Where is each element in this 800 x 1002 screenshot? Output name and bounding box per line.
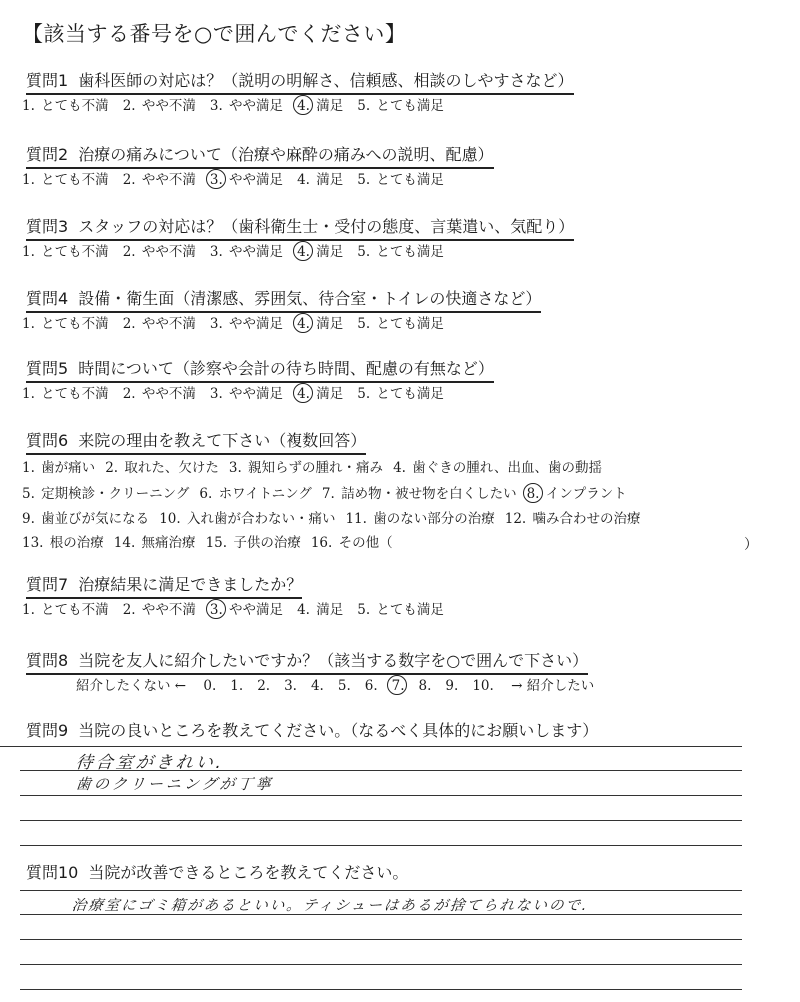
option-number: 2. [122, 98, 136, 114]
question-7-number: 質問7 [26, 575, 69, 594]
referral-scale [70, 677, 600, 695]
option-number: 5. [357, 316, 371, 332]
question-1-option-5[interactable] [357, 97, 444, 115]
option-number: 1. [22, 172, 35, 188]
question-5-option-3[interactable] [210, 385, 283, 403]
question-1-options [22, 97, 458, 115]
option-label: とても不満 [36, 386, 109, 402]
question-5-option-5[interactable] [357, 385, 444, 403]
option-label: 根の治療 [45, 535, 104, 551]
option-number: 4. [297, 244, 310, 260]
option-number: 3. [228, 460, 242, 476]
option-label: とても満足 [372, 316, 444, 332]
option-number: 3. [209, 172, 223, 188]
answer-line [0, 746, 742, 747]
option-number: 1. [22, 386, 35, 402]
question-7-text: 治療結果に満足できましたか？ [78, 575, 303, 594]
option-label: やや不満 [137, 98, 196, 114]
option-number: 5. [357, 244, 371, 260]
option-label: とても満足 [372, 244, 444, 260]
answer-line [20, 820, 742, 821]
question-6-option-16[interactable] [311, 534, 393, 552]
option-label: とても不満 [36, 98, 109, 114]
scale-point-7[interactable]: 7. [391, 678, 405, 694]
option-number: 1. [22, 98, 35, 114]
scale-point-9[interactable]: 9. [445, 678, 459, 694]
question-7-option-3[interactable] [210, 601, 283, 619]
option-label: やや満足 [224, 172, 284, 188]
question-8-number: 質問8 [26, 651, 69, 670]
option-label: その他（ [334, 535, 393, 551]
question-4-number: 質問4 [26, 289, 69, 308]
scale-point-2[interactable]: 2. [257, 678, 271, 694]
option-label: 歯ぐきの腫れ、出血、歯の動揺 [407, 460, 603, 476]
question-6-number: 質問6 [26, 431, 69, 450]
scale-point-1[interactable]: 1. [230, 678, 244, 694]
option-label: 満足 [311, 98, 344, 114]
question-3-option-3[interactable] [210, 243, 283, 261]
option-label: やや不満 [137, 172, 196, 188]
question-8-title [26, 650, 588, 675]
scale-points [196, 678, 500, 694]
option-number: 4. [297, 98, 310, 114]
option-number: 1. [22, 316, 35, 332]
question-9-title [26, 720, 598, 743]
answer-line [20, 989, 742, 990]
option-label: やや不満 [137, 386, 196, 402]
option-label: とても不満 [36, 316, 109, 332]
question-1-number: 質問1 [26, 71, 69, 90]
option-label: 歯のない部分の治療 [368, 511, 495, 527]
option-number: 2. [122, 316, 136, 332]
question-2-title [26, 144, 494, 169]
scale-left-label: 紹介したくない ← [76, 678, 187, 694]
question-6-option-14[interactable] [114, 534, 196, 552]
option-label: とても不満 [36, 602, 109, 618]
option-number: 11. [345, 511, 367, 527]
option-label: とても満足 [372, 602, 444, 618]
question-7-option-1[interactable] [22, 601, 109, 619]
form-heading: 【該当する番号を○で囲んでください】 [22, 22, 407, 46]
question-5-title [26, 358, 494, 383]
scale-point-4[interactable]: 4. [310, 678, 324, 694]
question-10-text: 当院が改善できるところを教えてください。 [88, 863, 409, 882]
option-number: 5. [357, 98, 371, 114]
question-3-option-5[interactable] [357, 243, 444, 261]
scale-point-0[interactable]: 0. [203, 678, 217, 694]
option-number: 5. [357, 172, 371, 188]
option-number: 2. [122, 244, 136, 260]
option-number: 4. [297, 316, 310, 332]
option-label: 満足 [311, 602, 344, 618]
question-7-option-4[interactable] [297, 601, 343, 619]
answer-line [20, 939, 742, 940]
scale-point-10[interactable]: 10. [472, 678, 494, 694]
question-2-options [22, 171, 458, 189]
question-6-option-7[interactable] [322, 485, 517, 503]
option-label: 詰め物・被せ物を白くしたい [336, 486, 517, 502]
option-number: 5. [357, 386, 371, 402]
option-label: とても満足 [372, 172, 444, 188]
option-label: とても不満 [36, 244, 109, 260]
option-label: 満足 [311, 316, 344, 332]
question-7-option-2[interactable] [123, 601, 196, 619]
question-2-option-2[interactable] [123, 171, 196, 189]
option-number: 4. [297, 386, 310, 402]
option-label: とても不満 [36, 172, 109, 188]
question-4-option-3[interactable] [210, 315, 283, 333]
question-6-option-row [22, 534, 403, 552]
option-number: 2. [122, 602, 136, 618]
question-4-option-1[interactable] [22, 315, 109, 333]
question-5-option-1[interactable] [22, 385, 109, 403]
question-6-option-row [22, 485, 637, 503]
option-label: 親知らずの腫れ・痛み [243, 460, 384, 476]
option-label: とても満足 [372, 386, 444, 402]
scale-point-5[interactable]: 5. [337, 678, 351, 694]
question-5-option-4[interactable] [297, 385, 343, 403]
question-6-option-1[interactable] [22, 459, 95, 477]
question-9-text: 当院の良いところを教えてください。（なるべく具体的にお願いします） [78, 721, 599, 740]
question-10-title [26, 862, 408, 885]
option-label: 子供の治療 [229, 535, 301, 551]
question-6-option-8[interactable] [527, 485, 627, 503]
question-2-option-3[interactable] [210, 171, 283, 189]
question-2-option-5[interactable] [357, 171, 444, 189]
option-number: 3. [209, 386, 223, 402]
question-3-options [22, 243, 458, 261]
option-number: 7. [321, 486, 335, 502]
option-label: ホワイトニング [214, 486, 312, 502]
option-label: インプラント [541, 486, 627, 502]
scale-point-8[interactable]: 8. [418, 678, 432, 694]
option-label: 満足 [311, 172, 344, 188]
option-number: 16. [310, 535, 333, 551]
question-1-option-1[interactable] [22, 97, 109, 115]
option-label: 定期検診・クリーニング [36, 486, 190, 502]
question-3-option-2[interactable] [123, 243, 196, 261]
question-6-option-10[interactable] [159, 510, 335, 528]
answer-line [20, 890, 742, 891]
question-5-option-2[interactable] [123, 385, 196, 403]
option-number: 4. [297, 602, 310, 618]
option-number: 1. [22, 244, 35, 260]
option-number: 4. [393, 460, 406, 476]
option-number: 15. [205, 535, 228, 551]
question-3-text: スタッフの対応は？（歯科衛生士・受付の態度、言葉遣い、気配り） [78, 217, 575, 236]
option-label: 満足 [311, 244, 344, 260]
question-6-option-11[interactable] [345, 510, 494, 528]
option-label: やや不満 [137, 316, 196, 332]
question-2-option-4[interactable] [297, 171, 343, 189]
option-label: 入れ歯が合わない・痛い [182, 511, 336, 527]
option-number: 12. [504, 511, 527, 527]
option-number: 13. [22, 535, 44, 551]
option-label: やや満足 [224, 602, 284, 618]
scale-point-3[interactable]: 3. [284, 678, 297, 694]
option-number: 1. [22, 602, 35, 618]
option-label: 噛み合わせの治療 [528, 511, 641, 527]
question-3-number: 質問3 [26, 217, 69, 236]
question-6-option-row [22, 510, 651, 528]
question-6-option-9[interactable] [22, 510, 149, 528]
option-number: 2. [122, 386, 136, 402]
option-number: 5. [357, 602, 371, 618]
question-6-option-12[interactable] [505, 510, 641, 528]
handwritten-answer: 歯のクリーニングが丁寧 [75, 775, 275, 793]
handwritten-answer: 待合室がきれい. [74, 753, 226, 773]
option-number: 8. [526, 486, 540, 502]
question-1-option-2[interactable] [123, 97, 196, 115]
option-number: 3. [209, 98, 223, 114]
question-4-option-5[interactable] [357, 315, 444, 333]
question-8-text: 当院を友人に紹介したいですか？（該当する数字を○で囲んで下さい） [78, 651, 589, 670]
option-label: やや不満 [137, 602, 196, 618]
option-number: 5. [22, 486, 35, 502]
question-3-option-1[interactable] [22, 243, 109, 261]
question-4-options [22, 315, 458, 333]
question-4-option-2[interactable] [123, 315, 196, 333]
question-9-number: 質問9 [26, 721, 69, 740]
question-6-option-4[interactable] [393, 459, 602, 477]
question-2-option-1[interactable] [22, 171, 109, 189]
option-number: 2. [122, 172, 136, 188]
question-2-number: 質問2 [26, 145, 69, 164]
option-number: 1. [22, 460, 35, 476]
question-6-option-6[interactable] [199, 485, 311, 503]
option-number: 14. [113, 535, 136, 551]
question-4-text: 設備・衛生面（清潔感、雰囲気、待合室・トイレの快適さなど） [78, 289, 542, 308]
question-7-title [26, 574, 302, 599]
question-2-text: 治療の痛みについて（治療や麻酔の痛みへの説明、配慮） [78, 145, 494, 164]
option-label: やや不満 [137, 244, 196, 260]
question-10-number: 質問10 [26, 863, 79, 882]
answer-line [20, 845, 742, 846]
scale-right-label: → 紹介したい [511, 678, 595, 694]
question-1-option-3[interactable] [210, 97, 283, 115]
question-6-title [26, 430, 366, 455]
option-label: やや満足 [224, 316, 284, 332]
option-number: 3. [209, 602, 223, 618]
question-7-option-5[interactable] [357, 601, 444, 619]
question-4-option-4[interactable] [297, 315, 343, 333]
scale-point-6[interactable]: 6. [364, 678, 378, 694]
question-4-title [26, 288, 541, 313]
option-label: 歯並びが気になる [36, 511, 150, 527]
question-7-options [22, 601, 458, 619]
answer-line [20, 795, 742, 796]
question-1-text: 歯科医師の対応は？（説明の明解さ、信頼感、相談のしやすさなど） [78, 71, 574, 90]
question-5-number: 質問5 [26, 359, 69, 378]
question-6-option-13[interactable] [22, 534, 104, 552]
question-6-option-5[interactable] [22, 485, 189, 503]
option-number: 10. [159, 511, 181, 527]
option-number: 6. [199, 486, 213, 502]
option-label: やや満足 [224, 98, 284, 114]
option-number: 3. [209, 244, 223, 260]
handwritten-answer: 治療室にゴミ箱があるといい。ティシューはあるが捨てられないので. [71, 898, 590, 914]
option-label: 取れた、欠けた [120, 460, 219, 476]
option-number: 9. [22, 511, 35, 527]
question-6-option-2[interactable] [105, 459, 219, 477]
option-number: 2. [105, 460, 119, 476]
question-3-option-4[interactable] [297, 243, 343, 261]
option-label: 歯が痛い [36, 460, 96, 476]
question-6-close-paren: ） [744, 537, 758, 553]
question-6-option-3[interactable] [229, 459, 383, 477]
question-6-option-row [22, 459, 612, 477]
answer-line [20, 964, 742, 965]
option-label: とても満足 [372, 98, 444, 114]
option-label: 満足 [311, 386, 344, 402]
option-number: 4. [297, 172, 310, 188]
question-5-text: 時間について（診察や会計の待ち時間、配慮の有無など） [78, 359, 494, 378]
question-5-options [22, 385, 458, 403]
question-1-title [26, 70, 574, 95]
option-label: やや満足 [224, 244, 284, 260]
question-1-option-4[interactable] [297, 97, 343, 115]
question-3-title [26, 216, 574, 241]
question-6-option-15[interactable] [206, 534, 301, 552]
question-6-text: 来院の理由を教えて下さい（複数回答） [78, 431, 367, 450]
option-label: やや満足 [224, 386, 284, 402]
option-number: 3. [209, 316, 223, 332]
option-label: 無痛治療 [137, 535, 196, 551]
